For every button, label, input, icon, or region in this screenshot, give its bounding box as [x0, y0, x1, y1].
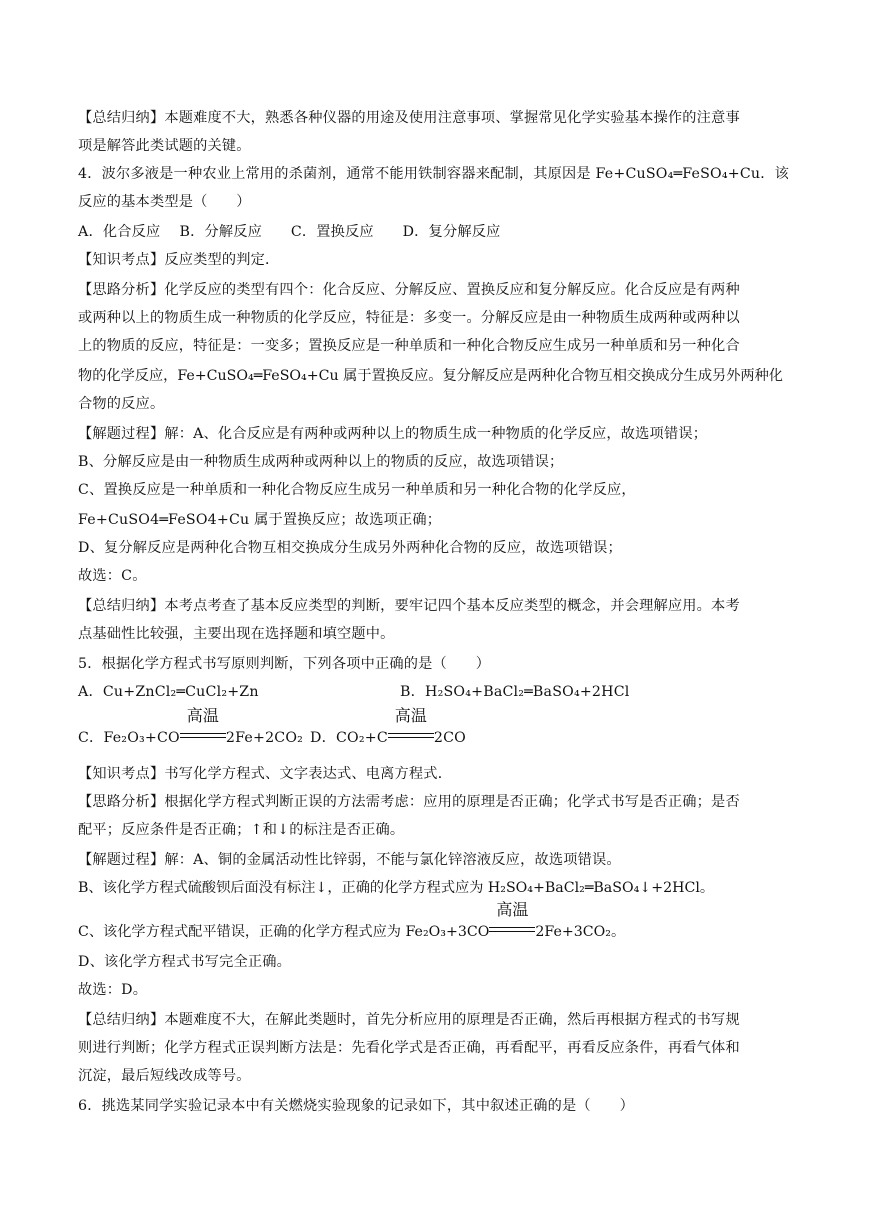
option-a: A．Cu+ZnCl₂═CuCl₂+Zn — [78, 684, 259, 700]
text-line: 【总结归纳】本题难度不大，在解此类题时，首先分析应用的原理是否正确，然后再根据方程式的书写规 — [78, 1012, 740, 1028]
text-line: 沉淀，最后短线改成等号。 — [78, 1068, 251, 1084]
text-line: 项是解答此类试题的关键。 — [78, 138, 251, 154]
text-line: 【知识考点】反应类型的判定． — [78, 252, 280, 268]
text-line: D、该化学方程式书写完全正确。 — [78, 954, 292, 970]
text-line: B、分解反应是由一种物质生成两种或两种以上的物质的反应，故选项错误； — [78, 454, 564, 470]
option-d — [310, 706, 467, 748]
option-c — [78, 706, 304, 746]
option-c-reactants: C．Fe₂O₃+CO — [78, 730, 180, 746]
text-line: 或两种以上的物质生成一种物质的化学反应，特征是：多变一。分解反应是由一种物质生成两种或两种以 — [78, 310, 740, 326]
text-line: 反应的基本类型是（ ） — [78, 194, 251, 210]
text-line: 上的物质的反应，特征是：一变多；置换反应是一种单质和一种化合物反应生成另一种单质和另一种化合 — [78, 338, 740, 354]
text-line: B、该化学方程式硫酸钡后面没有标注↓，正确的化学方程式应为 H₂SO₄+BaCl₂═BaSO₄↓+2HCl。 — [78, 880, 715, 896]
text-line: 5．根据化学方程式书写原则判断，下列各项中正确的是（ ） — [78, 656, 491, 672]
text-line: 故选：D。 — [78, 982, 148, 998]
condition-label: 高温 — [394, 706, 428, 725]
text-line: 则进行判断；化学方程式正误判断方法是：先看化学式是否正确，再看配平，再看反应条件，再看气体和 — [78, 1040, 740, 1056]
condition-label: 高温 — [186, 706, 220, 725]
text-line: 【总结归纳】本考点考查了基本反应类型的判断，要牢记四个基本反应类型的概念，并会理解应用。本考 — [78, 598, 740, 614]
text-line: 故选：C。 — [78, 568, 147, 584]
text-line: 【解题过程】解：A、化合反应是有两种或两种以上的物质生成一种物质的化学反应，故选项错误； — [78, 426, 708, 442]
reaction-condition-arrow — [388, 706, 434, 748]
text-line: 【总结归纳】本题难度不大，熟悉各种仪器的用途及使用注意事项、掌握常见化学实验基本操作的注意事 — [78, 110, 740, 126]
text-line: 【思路分析】根据化学方程式判断正误的方法需考虑：应用的原理是否正确；化学式书写是否正确；是否 — [78, 794, 740, 810]
condition-label: 高温 — [496, 900, 529, 919]
text-line: 4．波尔多液是一种农业上常用的杀菌剂，通常不能用铁制容器来配制，其原因是 Fe+CuSO₄═FeSO₄+Cu．该 — [78, 166, 789, 182]
question-4-options: A．化合反应 B．分解反应 C．置换反应 D．复分解反应 — [78, 224, 501, 240]
text-line: 【解题过程】解：A、铜的金属活动性比锌弱，不能与氯化锌溶液反应，故选项错误。 — [78, 852, 621, 868]
corrected-equation-line — [78, 900, 809, 942]
option-d-reactants: D．CO₂+C — [310, 730, 388, 746]
text-line: 配平；反应条件是否正确；↑和↓的标注是否正确。 — [78, 822, 405, 838]
text-line: 点基础性比较强，主要出现在选择题和填空题中。 — [78, 626, 395, 642]
text-line: C、置换反应是一种单质和一种化合物反应生成另一种单质和另一种化合物的化学反应， — [78, 482, 636, 498]
question-5-options-cd — [78, 706, 809, 748]
corrected-equation-products: 2Fe+3CO₂。 — [535, 924, 626, 940]
reaction-condition-arrow — [489, 900, 535, 942]
text-line: 合物的反应。 — [78, 396, 165, 412]
reaction-condition-arrow — [180, 706, 226, 748]
option-c-products: 2Fe+2CO₂ — [225, 730, 304, 746]
text-line: Fe+CuSO4═FeSO4+Cu 属于置换反应；故选项正确； — [78, 512, 442, 528]
corrected-equation-reactants: C、该化学方程式配平错误，正确的化学方程式应为 Fe₂O₃+3CO — [78, 924, 490, 940]
option-b: B．H₂SO₄+BaCl₂═BaSO₄+2HCl — [400, 684, 630, 700]
text-line: 【知识考点】书写化学方程式、文字表达式、电离方程式． — [78, 766, 453, 782]
text-line: D、复分解反应是两种化合物互相交换成分生成另外两种化合物的反应，故选项错误； — [78, 540, 622, 556]
question-6-stem: 6．挑选某同学实验记录本中有关燃烧实验现象的记录如下，其中叙述正确的是（ ） — [78, 1098, 634, 1114]
text-line: 物的化学反应，Fe+CuSO₄═FeSO₄+Cu 属于置换反应。复分解反应是两种化合物互相交换成分生成另外两种化 — [78, 368, 783, 384]
text-line: 【思路分析】化学反应的类型有四个：化合反应、分解反应、置换反应和复分解反应。化合反应是有两种 — [78, 282, 740, 298]
option-d-products: 2CO — [433, 730, 467, 746]
question-5-options-ab — [78, 682, 809, 702]
